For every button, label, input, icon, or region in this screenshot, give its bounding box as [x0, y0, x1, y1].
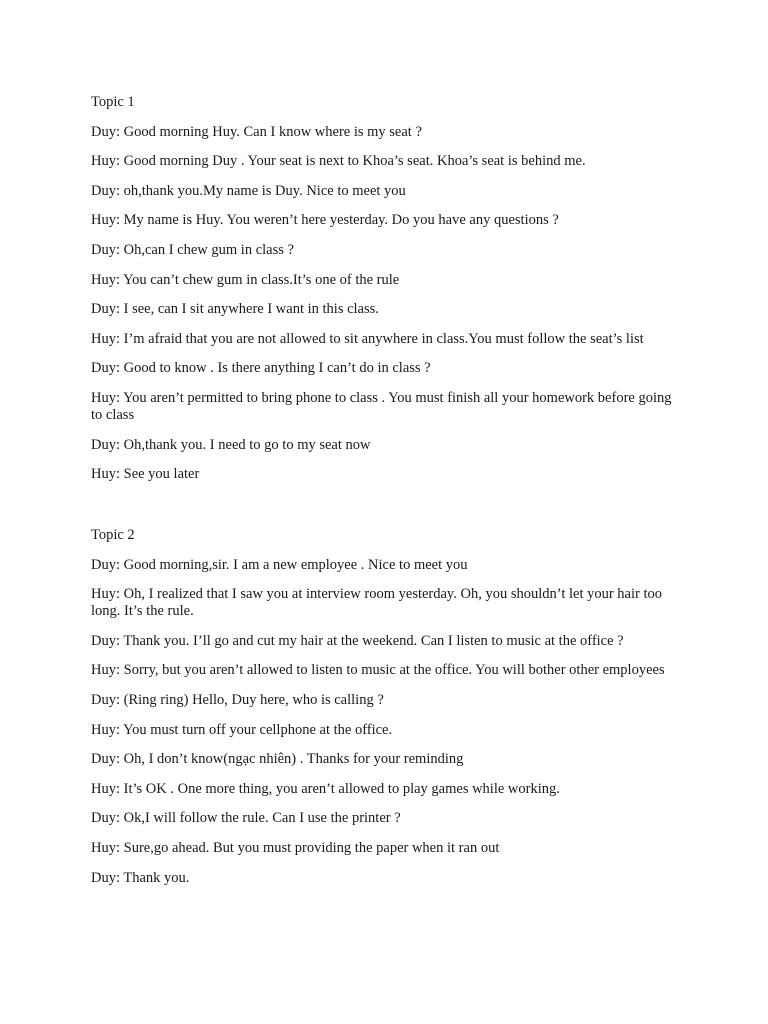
dialogue-line [91, 722, 681, 739]
dialogue-line [91, 153, 681, 170]
dialogue-text: Oh, I don’t know(ngạc nhiên) . Thanks for your reminding [123, 751, 464, 768]
dialogue-line [91, 840, 681, 857]
dialogue-text: (Ring ring) Hello, Duy here, who is calling ? [123, 691, 384, 708]
dialogue-line [91, 242, 681, 259]
speaker-name: Huy: [91, 466, 120, 483]
speaker-name: Duy: [91, 360, 120, 377]
speaker-name: Duy: [91, 632, 120, 649]
dialogue-line [91, 466, 681, 483]
dialogue-text: Sure,go ahead. But you must providing the paper when it ran out [123, 839, 500, 856]
dialogue-line [91, 183, 681, 200]
dialogue-line [91, 124, 681, 141]
speaker-name: Huy: [91, 839, 120, 856]
dialogue-text: Oh, I realized that I saw you at interview room yesterday. Oh, you shouldn’t let your hair too long. It’s the rule. [91, 586, 663, 620]
dialogue-text: Good to know . Is there anything I can’t do in class ? [123, 360, 431, 377]
topic-2-section [91, 527, 681, 899]
speaker-name: Huy: [91, 271, 120, 288]
speaker-name: Huy: [91, 212, 120, 229]
dialogue-text: It’s OK . One more thing, you aren’t allowed to play games while working. [123, 780, 560, 797]
dialogue-text: You aren’t permitted to bring phone to class . You must finish all your homework before going to class [91, 389, 672, 423]
dialogue-text: oh,thank you.My name is Duy. Nice to meet you [123, 182, 406, 199]
speaker-name: Duy: [91, 182, 120, 199]
dialogue-line [91, 360, 681, 377]
dialogue-line [91, 586, 681, 620]
dialogue-line [91, 633, 681, 650]
speaker-name: Huy: [91, 389, 120, 406]
speaker-name: Huy: [91, 586, 120, 603]
dialogue-line [91, 692, 681, 709]
dialogue-text: I’m afraid that you are not allowed to sit anywhere in class.You must follow the seat’s list [123, 330, 644, 347]
dialogue-text: Good morning Huy. Can I know where is my seat ? [123, 123, 422, 140]
speaker-name: Huy: [91, 780, 120, 797]
dialogue-text: You must turn off your cellphone at the office. [123, 721, 393, 738]
dialogue-line [91, 662, 681, 679]
dialogue-line [91, 390, 681, 424]
dialogue-text: Good morning,sir. I am a new employee . Nice to meet you [123, 556, 468, 573]
dialogue-text: My name is Huy. You weren’t here yesterday. Do you have any questions ? [123, 212, 559, 229]
dialogue-text: Good morning Duy . Your seat is next to Khoa’s seat. Khoa’s seat is behind me. [123, 153, 586, 170]
speaker-name: Huy: [91, 721, 120, 738]
dialogue-line [91, 781, 681, 798]
speaker-name: Huy: [91, 153, 120, 170]
dialogue-text: Oh,can I chew gum in class ? [123, 241, 294, 258]
topic-title: Topic 1 [91, 94, 135, 110]
dialogue-line [91, 272, 681, 289]
dialogue-text: Thank you. [123, 869, 190, 886]
speaker-name: Huy: [91, 330, 120, 347]
dialogue-text: You can’t chew gum in class.It’s one of the rule [123, 271, 400, 288]
dialogue-line [91, 437, 681, 454]
dialogue-text: I see, can I sit anywhere I want in this class. [123, 301, 379, 318]
speaker-name: Duy: [91, 436, 120, 453]
dialogue-text: Thank you. I’ll go and cut my hair at the weekend. Can I listen to music at the office ? [123, 632, 624, 649]
dialogue-text: See you later [123, 466, 200, 483]
speaker-name: Duy: [91, 751, 120, 768]
speaker-name: Huy: [91, 662, 120, 679]
speaker-name: Duy: [91, 241, 120, 258]
speaker-name: Duy: [91, 691, 120, 708]
dialogue-line [91, 751, 681, 768]
dialogue-line [91, 331, 681, 348]
topic-title: Topic 2 [91, 527, 135, 543]
topic-1-section [91, 94, 681, 496]
speaker-name: Duy: [91, 810, 120, 827]
dialogue-line [91, 870, 681, 887]
dialogue-text: Oh,thank you. I need to go to my seat now [123, 436, 371, 453]
dialogue-line [91, 301, 681, 318]
dialogue-line [91, 557, 681, 574]
dialogue-text: Sorry, but you aren’t allowed to listen to music at the office. You will bother other employees [123, 662, 665, 679]
dialogue-line [91, 810, 681, 827]
speaker-name: Duy: [91, 556, 120, 573]
speaker-name: Duy: [91, 123, 120, 140]
speaker-name: Duy: [91, 301, 120, 318]
dialogue-line [91, 212, 681, 229]
dialogue-text: Ok,I will follow the rule. Can I use the printer ? [123, 810, 401, 827]
speaker-name: Duy: [91, 869, 120, 886]
